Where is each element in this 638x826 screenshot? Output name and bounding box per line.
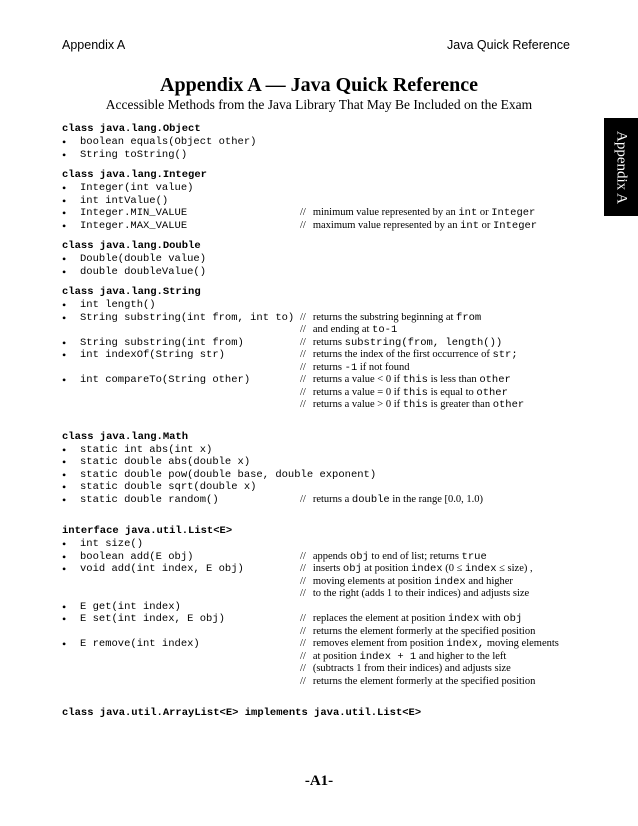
method-row [62,494,602,507]
comment-marker: // [300,361,306,373]
bullet: • [62,218,67,233]
method-signature: Integer.MAX_VALUE [80,219,188,232]
method-comment [300,638,559,651]
comment-text: maximum value represented by an [312,219,458,231]
method-comment [300,563,533,576]
method-signature: E get(int index) [80,600,181,613]
comment-marker: // [300,563,306,574]
method-comment [300,626,535,639]
method-signature: static int abs(int x) [80,443,213,456]
bullet: • [62,562,67,576]
method-comment [300,613,522,626]
bullet: • [62,135,67,149]
bullet: • [62,537,67,551]
comment-marker: // [300,663,306,674]
comment-text: returns the substring beginning at [312,311,454,323]
method-comment [300,399,524,412]
comment-text: returns a value < 0 if [312,374,401,385]
bullet: • [62,442,67,457]
method-comment [300,663,511,676]
method-signature: String substring(int from) [80,336,244,349]
comment-text: returns the index of the first occurrence of [312,349,490,360]
method-signature: double doubleValue() [80,265,207,278]
method-row [62,374,602,387]
method-signature: static double pow(double base, double exponent) [80,468,377,481]
comment-code: other [476,386,508,399]
comment-code: other [479,374,511,386]
comment-continuation [62,362,602,375]
bullet: • [62,612,67,626]
comment-code: this [402,386,428,399]
method-signature: E set(int index, E obj) [80,613,225,625]
method-comment [300,651,506,664]
bullet: • [62,310,67,325]
comment-text: returns [312,361,343,373]
comment-code: this [402,399,428,411]
method-row [62,601,602,614]
comment-text: returns [312,336,343,348]
method-comment [300,324,397,337]
comment-text: and ending at [312,324,370,335]
comment-text: and higher to the left [418,650,507,662]
comment-text: at position [364,563,409,574]
comment-text: is less than [430,374,477,385]
comment-marker: // [300,399,306,410]
comment-code: Integer [491,207,536,219]
method-row [62,299,602,312]
comment-code: other [492,399,525,411]
comment-code: to-1 [372,324,398,336]
class-heading-integer: class java.lang.Integer [62,169,207,181]
comment-continuation [62,663,602,676]
method-row [62,220,602,233]
comment-code: obj [503,613,523,625]
comment-text: returns a value > 0 if [312,399,401,410]
page-number: -A1- [304,773,334,789]
comment-marker: // [300,336,306,348]
method-row [62,481,602,494]
comment-marker: // [300,207,306,218]
comment-marker: // [300,650,306,662]
method-comment [300,337,502,350]
method-row [62,253,602,266]
method-row [62,613,602,626]
bullet: • [62,492,67,507]
comment-text: returns the element formerly at the specified position [312,625,536,637]
bullet: • [62,181,67,195]
bullet: • [62,373,67,387]
comment-text: is greater than [430,399,491,410]
comment-code: index + 1 [359,650,417,663]
method-signature: static double random() [80,493,219,506]
comment-code: true [461,550,487,563]
method-comment [300,676,535,689]
method-signature: Double(double value) [80,253,207,265]
comment-code: double [351,493,390,506]
bullet: • [62,455,67,469]
comment-code: substring(from, length()) [344,336,503,349]
bullet: • [62,549,67,564]
method-signature: Integer.MIN_VALUE [80,207,188,219]
method-comment [300,588,529,601]
comment-code: int [460,219,479,232]
comment-continuation [62,588,602,601]
comment-code: str; [492,349,518,361]
comment-marker: // [300,386,306,398]
comment-text: (0 ≤ [445,563,463,574]
comment-code: index [411,563,443,575]
class-heading-object: class java.lang.Object [62,123,201,135]
bullet: • [62,264,67,279]
method-row [62,538,602,551]
method-row [62,266,602,279]
class-heading-arraylist: class java.util.ArrayList<E> implements java.util.List<E> [62,707,422,719]
method-signature: int compareTo(String other) [80,374,251,386]
comment-text: returns a [312,493,350,505]
method-row [62,349,602,362]
bullet: • [62,252,67,266]
method-comment [300,576,513,589]
comment-text: returns a value = 0 if [312,386,401,398]
comment-marker: // [300,575,306,587]
method-row [62,337,602,350]
comment-code: -1 [344,361,358,374]
method-signature: int indexOf(String str) [80,349,225,361]
comment-text: to end of list; returns [371,550,459,562]
method-signature: int length() [80,299,156,311]
comment-continuation [62,576,602,589]
method-comment [300,387,508,400]
comment-code: Integer [493,219,538,232]
comment-marker: // [300,311,306,323]
comment-code: int [458,207,478,219]
class-heading-string: class java.lang.String [62,286,201,298]
comment-code: obj [349,550,369,563]
method-row [62,149,602,162]
method-row [62,182,602,195]
bullet: • [62,206,67,220]
method-row [62,563,602,576]
comment-continuation [62,387,602,400]
comment-text: appends [312,550,348,562]
comment-code: index [434,575,466,588]
comment-text: or [479,207,489,218]
comment-marker: // [300,550,306,562]
page-subtitle: Accessible Methods from the Java Library That May Be Included on the Exam [105,97,533,112]
method-signature: E remove(int index) [80,638,200,650]
bullet: • [62,637,67,651]
class-heading-list: interface java.util.List<E> [62,525,233,537]
bullet: • [62,147,67,162]
page-title: Appendix A — Java Quick Reference [160,74,478,96]
comment-code: index, [446,638,485,650]
comment-text: replaces the element at position [312,613,446,624]
method-signature: void add(int index, E obj) [80,563,244,575]
bullet: • [62,335,67,350]
method-signature: static double abs(double x) [80,456,251,468]
method-comment [300,207,535,220]
side-tab-label: Appendix A [613,130,630,204]
method-row [62,207,602,220]
method-row [62,551,602,564]
comment-continuation [62,676,602,689]
side-tab [604,118,638,216]
method-comment [300,362,409,375]
method-comment [300,551,487,564]
comment-continuation [62,651,602,664]
comment-text: ≤ size) , [499,563,533,574]
comment-text: and higher [468,575,513,587]
comment-text: (subtracts 1 from their indices) and adjusts size [312,663,511,674]
class-heading-double: class java.lang.Double [62,240,201,252]
comment-text: to the right (adds 1 to their indices) and adjusts size [312,588,530,599]
comment-marker: // [300,324,306,335]
comment-continuation [62,399,602,412]
comment-text: removes element from position [312,638,444,649]
bullet: • [62,193,67,208]
comment-text: moving elements at position [312,575,432,587]
header-right: Java Quick Reference [447,38,570,52]
method-signature: boolean add(E obj) [80,550,194,563]
method-signature: boolean equals(Object other) [80,136,257,148]
comment-text: minimum value represented by an [312,207,456,218]
comment-code: from [456,311,482,324]
comment-marker: // [300,588,306,599]
method-signature: String substring(int from, int to) [80,311,295,324]
method-comment [300,349,518,362]
comment-marker: // [300,638,306,649]
bullet: • [62,298,67,312]
method-row [62,312,602,325]
method-signature: static double sqrt(double x) [80,481,257,493]
bullet: • [62,480,67,494]
method-row [62,136,602,149]
method-comment [300,312,481,325]
comment-code: index [465,563,497,575]
comment-marker: // [300,613,306,624]
comment-marker: // [300,493,306,505]
comment-text: returns the element formerly at the specified position [312,675,536,687]
comment-marker: // [300,349,306,360]
method-signature: int size() [80,538,144,550]
method-row [62,456,602,469]
bullet: • [62,599,67,614]
comment-marker: // [300,675,306,687]
comment-text: moving elements [486,638,559,649]
method-row [62,469,602,482]
method-signature: Integer(int value) [80,182,194,194]
class-heading-math: class java.lang.Math [62,430,189,443]
comment-text: is equal to [430,386,474,398]
bullet: • [62,467,67,482]
method-row [62,638,602,651]
bullet: • [62,348,67,362]
method-row [62,195,602,208]
method-comment [300,494,483,507]
method-comment [300,220,537,233]
method-signature: String toString() [80,148,188,161]
method-row [62,444,602,457]
comment-text: at position [312,650,357,662]
comment-text: in the range [0.0, 1.0) [392,493,484,505]
comment-text: or [481,219,491,231]
header-left: Appendix A [62,38,126,52]
comment-code: index [447,613,480,625]
reference-content [62,123,602,720]
comment-code: obj [342,563,362,575]
comment-text: if not found [359,361,410,373]
comment-marker: // [300,625,306,637]
comment-marker: // [300,374,306,385]
method-comment [300,374,511,387]
comment-marker: // [300,219,306,231]
comment-text: inserts [312,563,341,574]
method-signature: int intValue() [80,194,169,207]
comment-continuation [62,626,602,639]
comment-continuation [62,324,602,337]
comment-text: with [481,613,501,624]
comment-code: this [402,374,428,386]
